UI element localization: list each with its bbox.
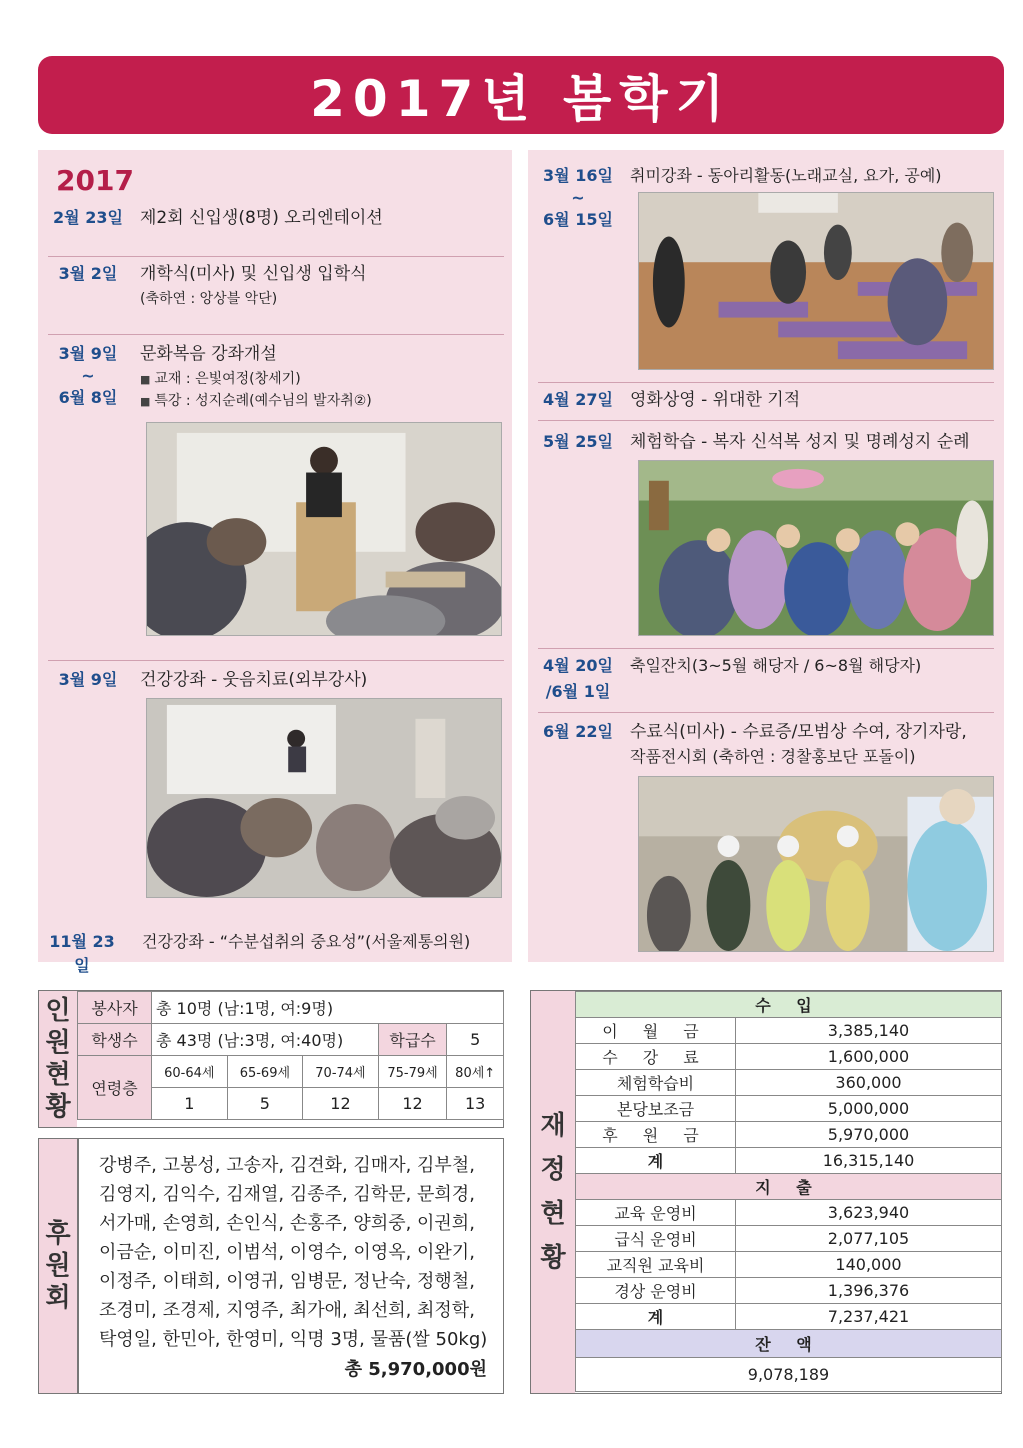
event-orientation (48, 206, 508, 236)
event-title: 제2회 신입생(8명) 오리엔테이션 (140, 208, 383, 228)
expense-item: 교직원 교육비 (576, 1252, 736, 1278)
age-group: 70-74세 (303, 1056, 379, 1088)
event-date: 5월 25일 (543, 432, 613, 451)
donor-line: 강병주, 고봉성, 고송자, 김견화, 김매자, 김부철, (99, 1155, 475, 1176)
age-count: 5 (227, 1088, 303, 1120)
event-date-from: 3월 16일 (543, 166, 613, 185)
divider (48, 334, 504, 335)
event-date-tilde: ~ (571, 188, 585, 207)
personnel-table (77, 991, 504, 1120)
donor-line: 탁영일, 한민아, 한영미, 익명 3명, 물품(쌀 50kg) (99, 1329, 488, 1350)
event-date: 4월 20일 (543, 656, 613, 675)
page-title: 2017년 봄학기 (310, 70, 732, 128)
expense-item: 교육 운영비 (576, 1200, 736, 1226)
age-group: 75-79세 (378, 1056, 447, 1088)
donor-total: 총 5,970,000원 (344, 1359, 487, 1380)
event-title: 취미강좌 - 동아리활동(노래교실, 요가, 공예) (630, 166, 942, 185)
age-count: 13 (447, 1088, 504, 1120)
personnel-box (38, 990, 504, 1128)
event-date-tilde: ~ (81, 366, 95, 385)
event-date: 3월 9일 (58, 670, 118, 689)
income-item: 체험학습비 (576, 1070, 736, 1096)
event-laughter-therapy (48, 668, 508, 698)
donor-line: 이금순, 이미진, 이범석, 이영수, 이영옥, 이완기, (99, 1242, 475, 1263)
donor-line: 김영지, 김익수, 김재열, 김종주, 김학문, 문희경, (99, 1184, 475, 1205)
event-graduation (538, 720, 998, 772)
finance-table (575, 991, 1002, 1392)
income-item: 이 월 금 (576, 1018, 736, 1044)
personnel-label: 인 원 현 황 (39, 991, 77, 1127)
expense-amount: 2,077,105 (736, 1226, 1002, 1252)
divider (538, 382, 994, 383)
expense-header: 지 출 (576, 1174, 1002, 1200)
income-amount: 3,385,140 (736, 1018, 1002, 1044)
event-date-from: 3월 9일 (58, 344, 118, 363)
event-date: 11월 23일 (49, 932, 115, 975)
income-item: 수 강 료 (576, 1044, 736, 1070)
lecture-photo (146, 422, 502, 636)
title-banner (38, 56, 1004, 134)
event-date: 2월 23일 (53, 208, 123, 227)
event-title: 축일잔치(3~5월 해당자 / 6~8월 해당자) (630, 656, 922, 675)
event-date: 4월 27일 (543, 390, 613, 409)
donor-line: 조경미, 조경제, 지영주, 최가애, 최선희, 최정학, (99, 1300, 475, 1321)
square-bullet-icon: ■ (140, 373, 151, 386)
event-date-to: 6월 15일 (543, 210, 613, 229)
finance-box (530, 990, 1002, 1394)
event-sub: (축하연 : 앙상블 악단) (140, 291, 278, 307)
volunteer-value: 총 10명 (남:1명, 여:9명) (152, 992, 504, 1024)
divider (538, 420, 994, 421)
event-pilgrimage (538, 430, 998, 460)
donors-box (38, 1138, 504, 1394)
event-feast-day (538, 654, 998, 704)
event-bullet: ■ 교재 : 은빛여정(창세기) (140, 371, 301, 387)
donor-line: 이정주, 이태희, 이영귀, 임병문, 정난숙, 정행철, (99, 1271, 475, 1292)
income-total-label: 계 (576, 1148, 736, 1174)
income-item: 후 원 금 (576, 1122, 736, 1148)
age-count: 12 (378, 1088, 447, 1120)
income-amount: 1,600,000 (736, 1044, 1002, 1070)
volunteer-label: 봉사자 (78, 992, 152, 1024)
expense-amount: 3,623,940 (736, 1200, 1002, 1226)
event-title: 건강강좌 - 웃음치료(외부강사) (140, 670, 368, 690)
expense-item: 급식 운영비 (576, 1226, 736, 1252)
event-opening (48, 262, 508, 322)
donor-list (99, 1151, 519, 1354)
age-label: 연령층 (78, 1056, 152, 1120)
square-bullet-icon: ■ (140, 395, 151, 408)
expense-total: 7,237,421 (736, 1304, 1002, 1330)
balance-value: 9,078,189 (576, 1358, 1002, 1392)
class-count-value: 5 (447, 1024, 504, 1056)
left-timeline-panel (38, 150, 512, 975)
event-culture-course (48, 342, 508, 422)
expense-amount: 140,000 (736, 1252, 1002, 1278)
event-title: 체험학습 - 복자 신석복 성지 및 명례성지 순례 (630, 432, 970, 452)
age-group: 65-69세 (227, 1056, 303, 1088)
event-date-second: /6월 1일 (545, 682, 611, 701)
yoga-photo (638, 192, 994, 370)
event-title: 문화복음 강좌개설 (140, 344, 277, 364)
event-water-intake (42, 930, 508, 975)
event-title: 개학식(미사) 및 신입생 입학식 (140, 264, 367, 284)
student-label: 학생수 (78, 1024, 152, 1056)
age-group: 80세↑ (447, 1056, 504, 1088)
event-title-line2: 작품전시회 (축하연 : 경찰홍보단 포돌이) (630, 747, 916, 766)
laughter-therapy-photo (146, 698, 502, 898)
class-count-label: 학급수 (378, 1024, 447, 1056)
age-count: 12 (303, 1088, 379, 1120)
balance-header: 잔 액 (576, 1330, 1002, 1358)
event-movie (538, 388, 998, 418)
event-date: 6월 22일 (543, 722, 613, 741)
divider (48, 660, 504, 661)
income-item: 본당보조금 (576, 1096, 736, 1122)
expense-item: 경상 운영비 (576, 1278, 736, 1304)
event-title: 영화상영 - 위대한 기적 (630, 390, 801, 410)
right-timeline-panel (528, 150, 1004, 962)
income-total: 16,315,140 (736, 1148, 1002, 1174)
age-group: 60-64세 (152, 1056, 228, 1088)
divider (538, 712, 994, 713)
expense-amount: 1,396,376 (736, 1278, 1002, 1304)
event-title: 수료식(미사) - 수료증/모범상 수여, 장기자랑, (630, 722, 967, 742)
divider (48, 256, 504, 257)
income-amount: 360,000 (736, 1070, 1002, 1096)
event-bullet: ■ 특강 : 성지순례(예수님의 발자취②) (140, 393, 372, 409)
income-header: 수 입 (576, 992, 1002, 1018)
income-amount: 5,000,000 (736, 1096, 1002, 1122)
student-value: 총 43명 (남:3명, 여:40명) (152, 1024, 379, 1056)
graduation-photo (638, 776, 994, 952)
divider (538, 648, 994, 649)
expense-total-label: 계 (576, 1304, 736, 1330)
donors-label: 후 원 회 (39, 1139, 77, 1393)
income-amount: 5,970,000 (736, 1122, 1002, 1148)
year-label: 2017 (56, 164, 134, 197)
divider (77, 1139, 79, 1393)
event-title: 건강강좌 - “수분섭취의 중요성”(서울제통의원) (142, 932, 471, 951)
event-date-to: 6월 8일 (58, 388, 118, 407)
pilgrimage-photo (638, 460, 994, 636)
finance-label: 재 정 현 황 (531, 991, 575, 1393)
event-date: 3월 2일 (58, 264, 118, 283)
donor-line: 서가매, 손영희, 손인식, 손홍주, 양희중, 이권희, (99, 1213, 475, 1234)
age-count: 1 (152, 1088, 228, 1120)
